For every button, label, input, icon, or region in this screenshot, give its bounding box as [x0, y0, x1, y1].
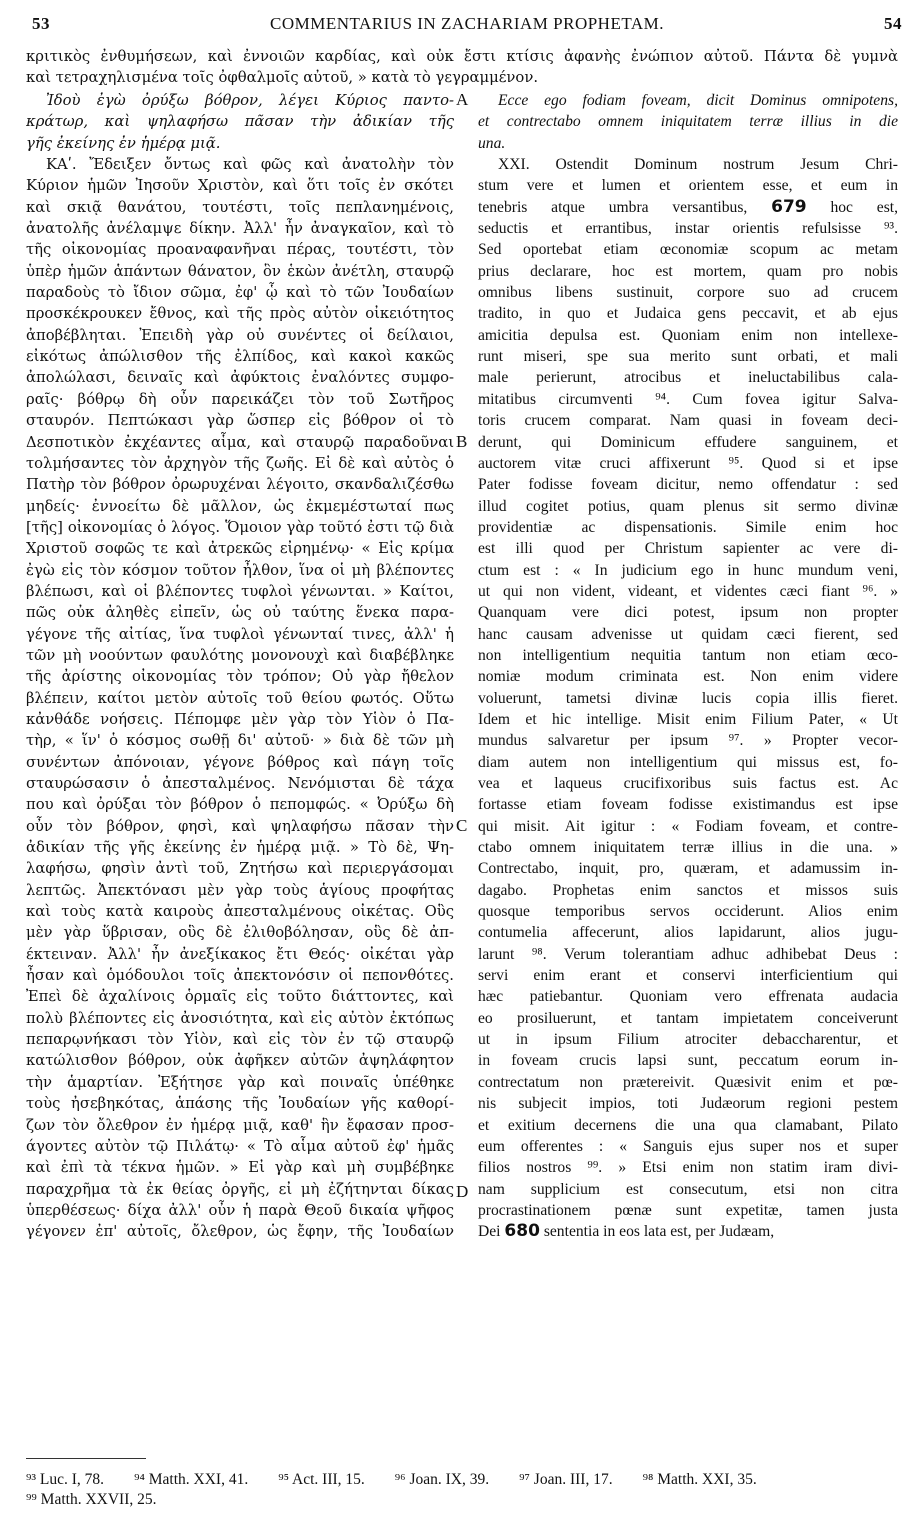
footnote-rule: [26, 1458, 146, 1459]
text-line: ἀπολώλασι, δειναῖς καὶ ἀφύκτοις ἐναλόντες συμφο-: [26, 369, 454, 387]
text-line: et exitium decernens die una qua clamabant, Pilato: [478, 1116, 898, 1134]
text-line: Δεσποτικὸν ἐκχέαντες αἷμα, καὶ σταυρῷ παραδοῦναι: [26, 433, 454, 451]
text-line: Πατὴρ τὸν βόθρον ὀρωρυχέναι λέγοιτο, σκανδαλιζέσθω: [26, 476, 454, 494]
text-line: voluerunt, tametsi divinæ lucis copia illis fieret.: [478, 689, 898, 707]
text-line: ὑπὲρ ἡμῶν ἁπάντων θάνατον, ὃν ἑκὼν ἀνέτλη, σταυρῷ: [26, 262, 454, 280]
footnote-row-2: [26, 1490, 898, 1510]
text-line: non intelligentium nequitia tantum non etiam œco-: [478, 646, 898, 664]
text-line: ἀδικίαν τῆς γῆς ἐκείνης ἐν ἡμέρᾳ μιᾷ. » Τὸ δὲ, Ψη-: [26, 839, 454, 857]
running-header: [32, 14, 902, 40]
text-line: nam supplicium est consecutum, etsi non citra: [478, 1180, 898, 1198]
text-line: ctum est : « In judicium ego in hunc mundum veni,: [478, 561, 898, 579]
page-number-right: 54: [884, 14, 902, 33]
text-line: κἀνθάδε νοήσεις. Πέπομφε μὲν γὰρ τὸν Υἱὸν ὁ Πα-: [26, 710, 454, 728]
running-title: COMMENTARIUS IN ZACHARIAM PROPHETAM.: [269, 14, 665, 33]
text-line: eo prosiluerunt, et tantam impietatem conceiverunt: [478, 1009, 898, 1027]
footnotes: [26, 1470, 898, 1510]
page-marker-680: 680: [504, 1221, 540, 1242]
text-line: servi enim erant et conservi interficientium qui: [478, 967, 898, 985]
text-line: larunt ⁹⁸. Verum tolerantiam adhuc adhibebat Deus :: [478, 945, 898, 963]
text-line: σταυρώσασιν ὁ ἀπεσταλμένος. Νενόμισται δὲ τάχα: [26, 775, 454, 792]
text-line: vea et laqueus crucifixoribus suis factus est. Ac: [478, 775, 898, 792]
text-line: procrastinationem pœnæ sunt expetitæ, tamen justa: [478, 1201, 898, 1219]
text-line: πῶς οὐκ ἀληθὲς εἰπεῖν, ὡς οὐ ταύτης ἕνεκα παρα-: [26, 604, 454, 622]
text-line: dagabo. Prophetas enim sanctos et missos suis: [478, 881, 898, 899]
text-line: stum vere et lumen et orientem esse, et eum in: [478, 177, 898, 195]
margin-letter-b: B: [456, 432, 468, 451]
text-line: Ἐπεὶ δὲ ἀχαλίνοις ὁρμαῖς εἰς τοῦτο διάττοντες, καὶ: [26, 988, 454, 1006]
text-line: γέγονεν ἐπ' αὐτοῖς, ὄλεθρον, ὡς ἔφην, τῆς Ἰουδαίων: [26, 1223, 454, 1241]
text-line: Ἰδοὺ ἐγὼ ὀρύξω βόθρον, λέγει Κύριος παντο-: [46, 92, 454, 109]
text-line: έκτειναν. Ἀλλ' ἦν ἀνεξίκακος ἔτι Θεός· οἰκέται γὰρ: [26, 945, 454, 963]
text-line: καὶ ἐπὶ τὰ τέκνα ἡμῶν. » Εἰ γὰρ καὶ μὴ συμβέβηκε: [26, 1159, 454, 1177]
text-line: συνέντων ἀπόνοιαν, γέγονε βόθρος καὶ πάγη τοῖς: [26, 753, 454, 771]
latin-column: [478, 90, 898, 1243]
text-line: καὶ σκιᾷ θανάτου, τουτέστι, τοῖς πεπλανημένοις,: [26, 198, 454, 216]
text-line: contrectatum non prætereivit. Quæsivit enim et pœ-: [478, 1073, 898, 1091]
footnote: ⁹⁷ Joan. III, 17.: [519, 1471, 613, 1488]
latin-lemma-block: [478, 90, 898, 197]
text-line: μὲν γὰρ ὕβρισαν, οὓς δὲ ἐλιθοβόλησαν, οὓς δὲ ἀπ-: [26, 924, 454, 942]
text-line: πεπαρῳνήκασι τὸν Υἱὸν, καὶ εἰς τὸν ἐν τῷ σταυρῷ: [26, 1031, 454, 1049]
text-line: una.: [478, 134, 506, 152]
footnote: ⁹³ Luc. I, 78.: [26, 1471, 105, 1488]
text-line: amicitia depulsa est. Quoniam enim non intellexe-: [478, 326, 898, 344]
text-line: κράτωρ, καὶ ψηλαφήσω πᾶσαν τὴν ἀδικίαν τῆς: [26, 113, 454, 131]
text-line: nis subjecit impios, toti Judæorum regioni pestem: [478, 1095, 898, 1113]
text-line: Κύριον ἡμῶν Ἰησοῦν Χριστὸν, καὶ ὅτι τοῖς ἐν σκότει: [26, 177, 454, 195]
footnote: ⁹⁸ Matth. XXI, 35.: [642, 1471, 757, 1488]
latin-last-line: Dei 680 sententia in eos lata est, per Judæam,: [478, 1221, 775, 1242]
text-line: diam autem non intelligentium qui missus est, fo-: [478, 753, 898, 771]
text-line: hanc causam advenisse ut quidam cæci fierent, sed: [478, 625, 898, 643]
text-line: prius declarare, hoc est mortem, quam pro nobis: [478, 262, 898, 280]
text-line: βλέπωσι, καὶ οἱ βλέποντες τυφλοὶ γένωνται. » Καίτοι,: [26, 582, 454, 600]
text-line: et contrectabo omnem iniquitatem terræ illius in die: [478, 113, 898, 131]
latin-line-with-page-marker: tenebris atque umbra versantibus, 679 hoc est,: [478, 196, 898, 217]
text-line: Pater fodisse foveam dicitur, nemo offendatur : sed: [478, 476, 898, 494]
text-line: τολμήσαντες τὸν ἀρχηγὸν τῆς ζωῆς. Εἰ δὲ καὶ αὐτὸς ὁ: [26, 454, 454, 472]
text-line: ἦσαν καὶ ὁμόδουλοι τοῖς ἀπεκτονόσιν οἱ πεπονθότες.: [26, 967, 454, 985]
text-line: πολὺ βλέποντες εἰς ἀνοσιότητα, καὶ εἰς αὐτὸν ἐκτόπως: [26, 1009, 454, 1027]
text-line: προσκέκρουκεν ἔθνος, καὶ τῆς πρὸς αὐτὸν οἰκειότητος: [26, 305, 454, 323]
text-line: qui misit. Ait igitur : « Fodiam foveam, et contre-: [478, 817, 898, 835]
footnote-row-1: [26, 1470, 898, 1490]
text-line: tradito, in quo et Judaica gens peccavit, et ab ejus: [478, 305, 898, 323]
text-line: που καὶ ὀρύξαι τὸν βόθρον ὁ πεπομφώς. « Ὀρύξω δὴ: [26, 796, 454, 814]
text-line: γέγονε τῆς αἰτίας, ἵνα τυφλοὶ γένωνταί τινες, ἀλλ' ἡ: [26, 625, 454, 643]
text-line: μηδείς· ἐννοείτω δὲ μᾶλλον, ὡς ἐκμεμέστωταί πως: [26, 497, 454, 515]
text-line: Ecce ego fodiam foveam, dicit Dominus omnipotens,: [498, 92, 898, 109]
greek-column: [26, 90, 454, 1243]
text-line: τῆς οἰκονομίας προαναφανῆναι πέρας, τουτέστι, τὸν: [26, 241, 454, 259]
text-line: βλέπειν, καίτοι μετὸν αὐτοῖς τοῦ θείου φωτός. Οὕτω: [26, 689, 454, 707]
text-line: κατώλισθον βόθρον, οὐκ ἀφῆκεν αὐτῶν ἀψηλάφητον: [26, 1052, 454, 1070]
text-line: ζων τὸν ὄλεθρον ἐν ἡμέρᾳ μιᾷ, καθ' ἣν ἔφασαν προσ-: [26, 1116, 454, 1134]
text-line: derunt, qui Dominicum effudere sanguinem, et: [478, 433, 898, 451]
text-line: eum offerentes : « Sanguis ejus super nos et super: [478, 1137, 898, 1155]
footnote: ⁹⁴ Matth. XXI, 41.: [134, 1471, 249, 1488]
text-line: τὴν ἁμαρτίαν. Ἐξήτησε γὰρ καὶ ποιναῖς ὑπέθηκε: [26, 1073, 454, 1091]
text-line: οὖν τὸν βόθρον, φησὶ, καὶ ψηλαφήσω πᾶσαν τὴν: [26, 817, 454, 835]
page-number-left: 53: [32, 14, 50, 33]
text-line: ut in ipsum Filium atrociter debaccharentur, et: [478, 1031, 898, 1049]
text-line: illud cogitet potius, quam plenus sit sermo divinæ: [478, 497, 898, 515]
text-line: παραχρῆμα τὰ ἐκ θείας ὀργῆς, εἰ μὴ ἐζήτηνται δίκας: [26, 1180, 454, 1198]
footnote: ⁹⁹ Matth. XXVII, 25.: [26, 1491, 157, 1508]
text-line: contumelia affecerunt, alios lapidarunt, alios jugu-: [478, 924, 898, 942]
full-width-line-1: κριτικὸς ἐνθυμήσεων, καὶ ἐννοιῶν καρδίας, καὶ οὐκ ἔστι κτίσις ἀφανὴς ἐνώπιον αὐτοῦ. Πάντα δὲ γυμνὰ: [26, 48, 898, 65]
text-line: in foveam crucis lapsi sunt, peccatum eorum in-: [478, 1052, 898, 1070]
text-line: fortasse etiam foveam fodisse existimandus est ipse: [478, 796, 898, 814]
text-line: XXI. Ostendit Dominum nostrum Jesum Chri-: [498, 156, 898, 174]
text-line: ἀνατολῆς ἀνέλαμψε δίκην. Ἀλλ' ἦν ἀναγκαῖον, καὶ τὸ: [26, 220, 454, 238]
text-line: τὴρ, « ἵν' ὁ κόσμος σωθῇ δι' αὐτοῦ· » διὰ δὲ τῶν μὴ: [26, 732, 454, 750]
text-line: ΚΑʹ. Ἔδειξεν ὄντως καὶ φῶς καὶ ἀνατολὴν τὸν: [46, 156, 454, 174]
text-line: Quanquam vere dici potest, ipsum non propter: [478, 604, 898, 622]
full-width-line-2: καὶ τετραχηλισμένα τοῖς ὀφθαλμοῖς αὐτοῦ, » κατὰ τὸ γεγραμμένον.: [26, 69, 539, 86]
text-line: Sed oportebat etiam œconomiæ scopum ac metam: [478, 241, 898, 259]
text-line: ut qui non vident, videant, et videntes cæci fiant ⁹⁶. »: [478, 582, 898, 600]
text-line: Contrectabo, inquit, pro, quæram, et adamussim in-: [478, 860, 898, 878]
text-line: toris crucem comparat. Nam quasi in foveam deci-: [478, 412, 898, 430]
latin-body-block: [478, 218, 898, 1221]
text-line: providentiæ ac dispensationis. Simile enim hoc: [478, 518, 898, 536]
text-line: ἐγὼ εἰς τὸν κόσμον τοῦτον ἦλθον, ἵνα οἱ μὴ βλέποντες: [26, 561, 454, 579]
margin-letter-d: D: [456, 1182, 469, 1201]
text-line: mundus salvaretur per ipsum ⁹⁷. » Propter vecor-: [478, 732, 898, 750]
text-line: ἀποβέβληται. Ἐπειδὴ γὰρ οὐ συνέντες οἱ δείλαιοι,: [26, 326, 454, 344]
text-line: male perierunt, atrocibus et ineluctabilibus cala-: [478, 369, 898, 387]
text-line: ραῖς· βόθρῳ δὴ οὖν παρεικάζει τὸν τοῦ Σωτῆρος: [26, 390, 454, 408]
text-line: άγοντες αὐτὸν τῷ Πιλάτῳ· « Τὸ αἷμα αὐτοῦ ἐφ' ἡμᾶς: [26, 1137, 454, 1155]
text-line: est illi quod per Christum sapienter ac vere di-: [478, 540, 898, 558]
text-line: λεπτῶς. Ἀπεκτόνασι μὲν γὰρ τοὺς ἁγίους προφήτας: [26, 881, 454, 899]
text-line: ὑπερθέσεως· δίχα ἀλλ' οὖν ἡ παρὰ Θεοῦ δικαία ψῆφος: [26, 1201, 454, 1219]
text-line: omnibus libens sustinuit, corpore suo ad crucem: [478, 284, 898, 302]
text-line: Idem et hic intellige. Misit enim Filium Pater, « Ut: [478, 710, 898, 728]
text-line: Χριστοῦ σοφῶς τε καὶ ἀτρεκῶς εἰρημένῳ· « Εἰς κρίμα: [26, 540, 454, 558]
page-marker-679: 679: [771, 196, 807, 217]
margin-letter-a: A: [456, 90, 469, 109]
text-line: παραδοὺς τὸ ἴδιον σῶμα, ἐφ' ᾧ καὶ τὸ τῶν Ἰουδαίων: [26, 284, 454, 302]
text-line: ctabo omnem iniquitatem terræ illius in die una. »: [478, 839, 898, 857]
margin-letter-c: C: [456, 816, 468, 835]
text-line: filios nostros ⁹⁹. » Etsi enim non statim iram divi-: [478, 1159, 898, 1177]
text-line: λαφήσω, φησὶν ἀντὶ τοῦ, Ζητήσω καὶ περιεργάσομαι: [26, 860, 454, 878]
footnote: ⁹⁶ Joan. IX, 39.: [394, 1471, 490, 1488]
text-line: seductis et errantibus, instar orientis refulsisse ⁹³.: [478, 220, 898, 238]
text-line: γῆς ἐκείνης ἐν ἡμέρᾳ μιᾷ.: [26, 134, 221, 152]
text-line: nomiæ modum criminata est. Non enim videre: [478, 668, 898, 686]
text-line: τῶν μὴ νοούντων φαυλότης μονονουχὶ καὶ διαβέβληκε: [26, 646, 454, 664]
text-line: εἰκότως ἀπώλισθον τῆς ἐλπίδος, καὶ κακοὶ κακῶς: [26, 348, 454, 366]
text-line: [τῆς] οἰκονομίας ὁ λόγος. Ὅμοιον γὰρ τοῦτό ἐστι τῷ διὰ: [26, 518, 454, 536]
text-line: auctorem vitæ cruci affixerunt ⁹⁵. Quod si et ipse: [478, 454, 898, 472]
text-line: hæc patiebantur. Quoniam vero effrenata audacia: [478, 988, 898, 1006]
text-line: τῆς ἀρίστης οἰκονομίας τὸν τρόπον; Οὐ γὰρ ἤθελον: [26, 668, 454, 686]
footnote: ⁹⁵ Act. III, 15.: [278, 1471, 365, 1488]
text-line: mitatibus circumventi ⁹⁴. Cum fovea igitur Salva-: [478, 390, 898, 408]
text-line: τοὺς ἠσεβηκότας, ἁπάσης τῆς Ἰουδαίων γῆς καθορί-: [26, 1095, 454, 1113]
text-line: σταυρόν. Πεπτώκασι γὰρ ὥσπερ εἰς βόθρον οἱ τὸ: [26, 412, 454, 430]
text-line: runt miseri, spe sua merito sunt orbati, et mali: [478, 348, 898, 366]
text-line: quosque temporibus servos occiderunt. Alios enim: [478, 903, 898, 921]
text-line: καὶ τοὺς κατὰ καιροὺς ἀπεσταλμένους οἰκέτας. Οὓς: [26, 903, 454, 921]
